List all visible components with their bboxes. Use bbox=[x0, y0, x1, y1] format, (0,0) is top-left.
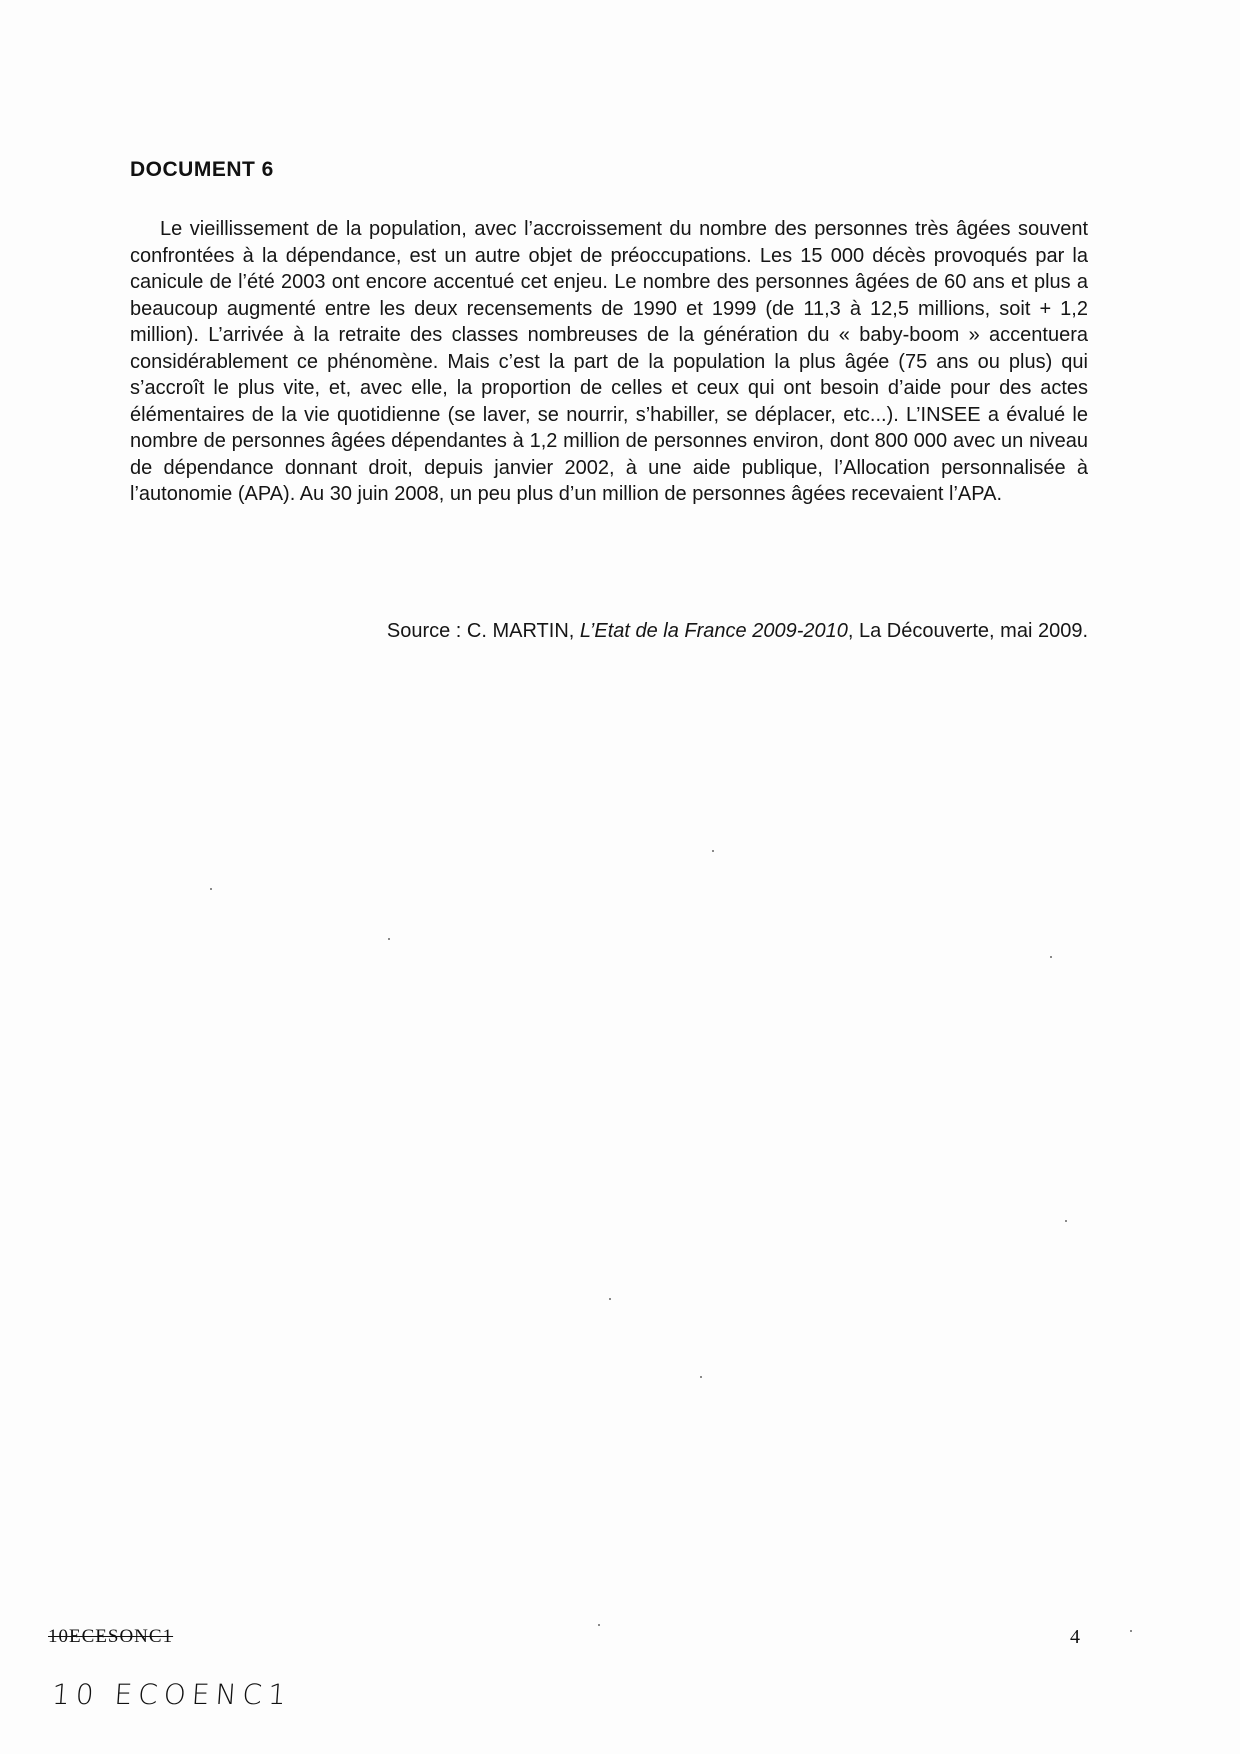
scan-speck bbox=[1130, 1630, 1132, 1632]
source-citation bbox=[387, 620, 1088, 643]
scan-speck bbox=[1065, 1220, 1067, 1222]
scan-speck bbox=[598, 1624, 600, 1626]
source-suffix: , La Découverte, mai 2009. bbox=[847, 620, 1088, 642]
document-title: DOCUMENT 6 bbox=[130, 158, 274, 181]
source-prefix: Source : C. MARTIN, bbox=[386, 620, 580, 642]
handwritten-reference-code: 10 ECOENC1 bbox=[50, 1678, 293, 1711]
printed-reference-code: 10ECESONC1 bbox=[48, 1626, 174, 1647]
source-title: L’Etat de la France 2009-2010 bbox=[579, 620, 848, 642]
scan-speck bbox=[712, 850, 714, 852]
scan-speck bbox=[609, 1298, 611, 1300]
scan-speck bbox=[1050, 956, 1052, 958]
body-paragraph: Le vieillissement de la population, avec l’accroissement du nombre des personnes très âgées souvent confrontées à la dépendance, est un autre objet de préoccupations. Les 15 000 décès provoqués par la canicule de l’été 2003 ont encore accentué cet enjeu. Le nombre des personnes âgées de 60 ans et plus a beaucoup augmenté entre les deux recensements de 1990 et 1999 (de 11,3 à 12,5 millions, soit + 1,2 million). L’arrivée à la retraite des classes nombreuses de la génération du « baby-boom » accentuera considérablement ce phénomène. Mais c’est la part de la population la plus âgée (75 ans ou plus) qui s’accroît le plus vite, et, avec elle, la proportion de celles et ceux qui ont besoin d’aide pour des actes élémentaires de la vie quotidienne (se laver, se nourrir, s’habiller, se déplacer, etc...). L’INSEE a évalué le nombre de personnes âgées dépendantes à 1,2 million de personnes environ, dont 800 000 avec un niveau de dépendance donnant droit, depuis janvier 2002, à une aide publique, l’Allocation personnalisée à l’autonomie (APA). Au 30 juin 2008, un peu plus d’un million de personnes âgées recevaient l’APA. bbox=[130, 218, 1088, 505]
document-body bbox=[130, 216, 1088, 508]
scan-speck bbox=[700, 1376, 702, 1378]
page-number: 4 bbox=[1070, 1626, 1080, 1648]
scan-speck bbox=[210, 888, 212, 890]
scan-speck bbox=[388, 938, 390, 940]
